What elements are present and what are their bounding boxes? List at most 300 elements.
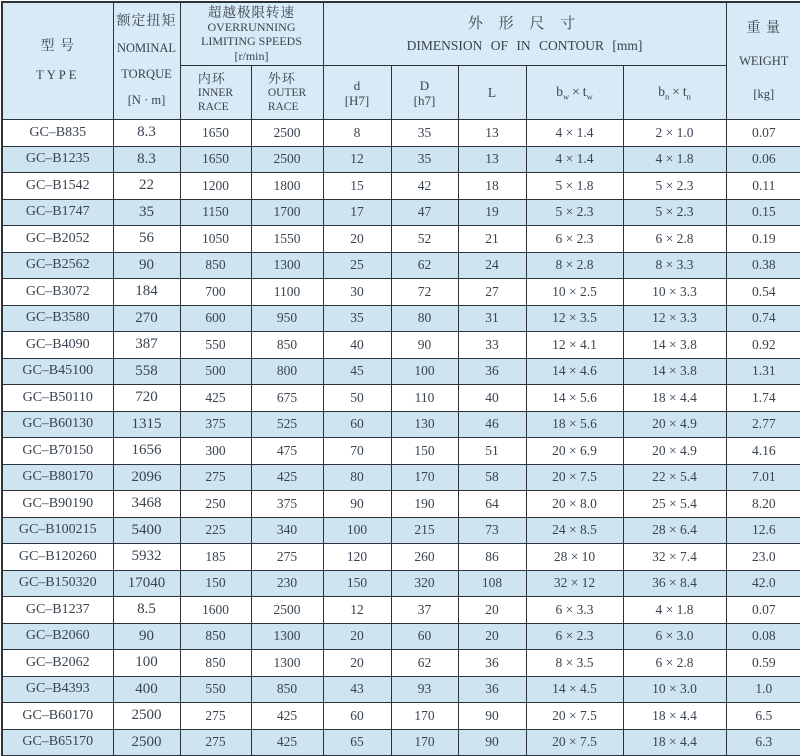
cell-type: GC–B1747 xyxy=(2,199,113,226)
cell-length-l: 90 xyxy=(458,729,526,756)
cell-bore-d: 20 xyxy=(323,623,391,650)
cell-inner-race-speed: 275 xyxy=(180,729,251,756)
cell-keyway-bn-tn: 32 × 7.4 xyxy=(623,544,726,571)
cell-length-l: 46 xyxy=(458,411,526,438)
cell-outer-race-speed: 425 xyxy=(251,703,323,730)
cell-inner-race-speed: 185 xyxy=(180,544,251,571)
cell-torque: 400 xyxy=(113,676,180,703)
bore-d-symbol: d xyxy=(353,77,361,93)
cell-torque: 1315 xyxy=(113,411,180,438)
cell-outer-race-speed: 425 xyxy=(251,729,323,756)
cell-outer-race-speed: 1300 xyxy=(251,252,323,279)
cell-bore-d: 35 xyxy=(323,305,391,332)
cell-type: GC–B3580 xyxy=(2,305,113,332)
col-header-keyway-bn-tn xyxy=(623,66,726,120)
cell-outer-diameter: 170 xyxy=(391,464,458,491)
cell-outer-diameter: 47 xyxy=(391,199,458,226)
cell-bore-d: 12 xyxy=(323,146,391,173)
table-row xyxy=(2,703,800,730)
cell-length-l: 108 xyxy=(458,570,526,597)
table-row xyxy=(2,491,800,518)
cell-inner-race-speed: 550 xyxy=(180,332,251,359)
table-row xyxy=(2,252,800,279)
cell-weight: 0.19 xyxy=(726,226,800,253)
table-row xyxy=(2,650,800,677)
cell-keyway-bw-tw: 20 × 7.5 xyxy=(526,729,623,756)
cell-weight: 6.3 xyxy=(726,729,800,756)
cell-bore-d: 50 xyxy=(323,385,391,412)
cell-length-l: 24 xyxy=(458,252,526,279)
cell-outer-race-speed: 2500 xyxy=(251,146,323,173)
cell-torque: 387 xyxy=(113,332,180,359)
table-row xyxy=(2,570,800,597)
cell-bore-d: 30 xyxy=(323,279,391,306)
cell-type: GC–B2060 xyxy=(2,623,113,650)
col-header-outer-race xyxy=(251,66,323,120)
cell-inner-race-speed: 550 xyxy=(180,676,251,703)
cell-length-l: 18 xyxy=(458,173,526,200)
cell-length-l: 20 xyxy=(458,623,526,650)
cell-bore-d: 65 xyxy=(323,729,391,756)
cell-outer-race-speed: 1300 xyxy=(251,650,323,677)
cell-outer-race-speed: 675 xyxy=(251,385,323,412)
cell-weight: 7.01 xyxy=(726,464,800,491)
cell-outer-diameter: 100 xyxy=(391,358,458,385)
cell-keyway-bn-tn: 25 × 5.4 xyxy=(623,491,726,518)
cell-type: GC–B65170 xyxy=(2,729,113,756)
cell-keyway-bw-tw: 12 × 4.1 xyxy=(526,332,623,359)
cell-outer-diameter: 52 xyxy=(391,226,458,253)
cell-outer-race-speed: 850 xyxy=(251,676,323,703)
dimension-label-en: DIMENSION OF IN CONTOUR [mm] xyxy=(406,37,643,53)
cell-outer-race-speed: 1700 xyxy=(251,199,323,226)
weight-unit: [kg] xyxy=(753,86,775,101)
cell-type: GC–B2062 xyxy=(2,650,113,677)
inner-race-label-zh: 内环 xyxy=(197,70,226,86)
cell-inner-race-speed: 275 xyxy=(180,464,251,491)
cell-inner-race-speed: 700 xyxy=(180,279,251,306)
cell-outer-race-speed: 2500 xyxy=(251,120,323,147)
cell-keyway-bn-tn: 14 × 3.8 xyxy=(623,332,726,359)
cell-torque: 100 xyxy=(113,650,180,677)
cell-length-l: 19 xyxy=(458,199,526,226)
cell-length-l: 21 xyxy=(458,226,526,253)
col-header-overrunning-speeds xyxy=(180,2,323,66)
bore-d-tolerance: [H7] xyxy=(344,92,370,108)
spec-table xyxy=(1,1,800,756)
cell-type: GC–B45100 xyxy=(2,358,113,385)
cell-type: GC–B60170 xyxy=(2,703,113,730)
cell-outer-diameter: 93 xyxy=(391,676,458,703)
cell-keyway-bw-tw: 14 × 5.6 xyxy=(526,385,623,412)
cell-torque: 2500 xyxy=(113,729,180,756)
table-row xyxy=(2,305,800,332)
outer-diameter-tolerance: [h7] xyxy=(413,92,436,108)
cell-weight: 0.92 xyxy=(726,332,800,359)
table-body xyxy=(2,120,800,756)
cell-keyway-bn-tn: 28 × 6.4 xyxy=(623,517,726,544)
cell-keyway-bw-tw: 14 × 4.5 xyxy=(526,676,623,703)
cell-keyway-bw-tw: 8 × 3.5 xyxy=(526,650,623,677)
cell-inner-race-speed: 250 xyxy=(180,491,251,518)
cell-type: GC–B2562 xyxy=(2,252,113,279)
table-row xyxy=(2,199,800,226)
cell-bore-d: 60 xyxy=(323,703,391,730)
torque-unit: [N · m] xyxy=(127,93,166,107)
cell-keyway-bn-tn: 22 × 5.4 xyxy=(623,464,726,491)
cell-outer-diameter: 62 xyxy=(391,650,458,677)
cell-keyway-bn-tn: 5 × 2.3 xyxy=(623,173,726,200)
cell-torque: 3468 xyxy=(113,491,180,518)
cell-torque: 270 xyxy=(113,305,180,332)
cell-torque: 90 xyxy=(113,623,180,650)
cell-type: GC–B835 xyxy=(2,120,113,147)
cell-outer-diameter: 170 xyxy=(391,703,458,730)
col-header-outer-diameter xyxy=(391,66,458,120)
cell-outer-diameter: 130 xyxy=(391,411,458,438)
cell-torque: 5932 xyxy=(113,544,180,571)
cell-length-l: 73 xyxy=(458,517,526,544)
cell-length-l: 31 xyxy=(458,305,526,332)
cell-length-l: 64 xyxy=(458,491,526,518)
cell-type: GC–B4393 xyxy=(2,676,113,703)
cell-length-l: 36 xyxy=(458,676,526,703)
cell-type: GC–B80170 xyxy=(2,464,113,491)
cell-type: GC–B4090 xyxy=(2,332,113,359)
table-row xyxy=(2,385,800,412)
cell-length-l: 58 xyxy=(458,464,526,491)
col-header-inner-race xyxy=(180,66,251,120)
cell-bore-d: 100 xyxy=(323,517,391,544)
cell-type: GC–B1235 xyxy=(2,146,113,173)
cell-length-l: 86 xyxy=(458,544,526,571)
cell-inner-race-speed: 1650 xyxy=(180,120,251,147)
cell-outer-race-speed: 340 xyxy=(251,517,323,544)
cell-keyway-bw-tw: 24 × 8.5 xyxy=(526,517,623,544)
torque-label-zh: 额定扭矩 xyxy=(116,14,177,29)
cell-length-l: 51 xyxy=(458,438,526,465)
cell-outer-diameter: 110 xyxy=(391,385,458,412)
cell-outer-diameter: 215 xyxy=(391,517,458,544)
cell-type: GC–B1542 xyxy=(2,173,113,200)
cell-torque: 56 xyxy=(113,226,180,253)
cell-outer-race-speed: 800 xyxy=(251,358,323,385)
table-row xyxy=(2,438,800,465)
cell-outer-race-speed: 1800 xyxy=(251,173,323,200)
cell-keyway-bw-tw: 28 × 10 xyxy=(526,544,623,571)
cell-weight: 0.54 xyxy=(726,279,800,306)
cell-torque: 8.3 xyxy=(113,120,180,147)
cell-weight: 0.06 xyxy=(726,146,800,173)
cell-weight: 0.11 xyxy=(726,173,800,200)
cell-keyway-bn-tn: 6 × 2.8 xyxy=(623,226,726,253)
cell-outer-diameter: 62 xyxy=(391,252,458,279)
cell-inner-race-speed: 600 xyxy=(180,305,251,332)
cell-torque: 17040 xyxy=(113,570,180,597)
cell-inner-race-speed: 1150 xyxy=(180,199,251,226)
cell-outer-race-speed: 375 xyxy=(251,491,323,518)
cell-outer-race-speed: 525 xyxy=(251,411,323,438)
col-header-keyway-bw-tw xyxy=(526,66,623,120)
cell-keyway-bn-tn: 2 × 1.0 xyxy=(623,120,726,147)
cell-bore-d: 120 xyxy=(323,544,391,571)
cell-torque: 720 xyxy=(113,385,180,412)
bw-symbol: $b_w \times t_w$ xyxy=(556,84,593,102)
cell-type: GC–B150320 xyxy=(2,570,113,597)
inner-race-label-en-2: RACE xyxy=(197,100,229,113)
cell-torque: 8.5 xyxy=(113,597,180,624)
cell-keyway-bn-tn: 6 × 2.8 xyxy=(623,650,726,677)
type-label-en: TYPE xyxy=(36,68,80,82)
cell-torque: 90 xyxy=(113,252,180,279)
cell-weight: 42.0 xyxy=(726,570,800,597)
inner-race-label-en-1: INNER xyxy=(197,86,234,99)
cell-keyway-bw-tw: 32 × 12 xyxy=(526,570,623,597)
cell-weight: 0.59 xyxy=(726,650,800,677)
cell-weight: 0.08 xyxy=(726,623,800,650)
speeds-label-en-2: LIMITING SPEEDS xyxy=(201,34,302,49)
cell-keyway-bw-tw: 10 × 2.5 xyxy=(526,279,623,306)
cell-keyway-bw-tw: 5 × 1.8 xyxy=(526,173,623,200)
col-header-nominal-torque xyxy=(113,2,180,120)
cell-bore-d: 60 xyxy=(323,411,391,438)
cell-inner-race-speed: 850 xyxy=(180,650,251,677)
outer-race-label-en-2: RACE xyxy=(267,100,299,113)
cell-torque: 558 xyxy=(113,358,180,385)
cell-inner-race-speed: 425 xyxy=(180,385,251,412)
cell-weight: 6.5 xyxy=(726,703,800,730)
cell-inner-race-speed: 1200 xyxy=(180,173,251,200)
cell-keyway-bw-tw: 12 × 3.5 xyxy=(526,305,623,332)
cell-bore-d: 80 xyxy=(323,464,391,491)
cell-outer-diameter: 80 xyxy=(391,305,458,332)
cell-inner-race-speed: 1600 xyxy=(180,597,251,624)
table-row xyxy=(2,676,800,703)
cell-outer-diameter: 35 xyxy=(391,120,458,147)
cell-type: GC–B120260 xyxy=(2,544,113,571)
cell-inner-race-speed: 500 xyxy=(180,358,251,385)
table-row xyxy=(2,226,800,253)
cell-length-l: 36 xyxy=(458,650,526,677)
cell-keyway-bw-tw: 20 × 7.5 xyxy=(526,464,623,491)
cell-type: GC–B50110 xyxy=(2,385,113,412)
cell-keyway-bn-tn: 20 × 4.9 xyxy=(623,438,726,465)
cell-bore-d: 150 xyxy=(323,570,391,597)
table-row xyxy=(2,623,800,650)
table-row xyxy=(2,332,800,359)
cell-bore-d: 20 xyxy=(323,650,391,677)
cell-weight: 8.20 xyxy=(726,491,800,518)
table-row xyxy=(2,173,800,200)
cell-bore-d: 90 xyxy=(323,491,391,518)
cell-keyway-bw-tw: 18 × 5.6 xyxy=(526,411,623,438)
cell-weight: 23.0 xyxy=(726,544,800,571)
cell-length-l: 40 xyxy=(458,385,526,412)
cell-inner-race-speed: 150 xyxy=(180,570,251,597)
cell-keyway-bw-tw: 6 × 3.3 xyxy=(526,597,623,624)
cell-bore-d: 8 xyxy=(323,120,391,147)
cell-inner-race-speed: 225 xyxy=(180,517,251,544)
cell-type: GC–B60130 xyxy=(2,411,113,438)
speeds-label-zh: 超越极限转速 xyxy=(208,4,295,20)
cell-type: GC–B70150 xyxy=(2,438,113,465)
cell-keyway-bw-tw: 6 × 2.3 xyxy=(526,226,623,253)
cell-bore-d: 40 xyxy=(323,332,391,359)
weight-label-zh: 重 量 xyxy=(746,20,782,36)
cell-outer-race-speed: 1550 xyxy=(251,226,323,253)
cell-keyway-bw-tw: 8 × 2.8 xyxy=(526,252,623,279)
cell-torque: 8.3 xyxy=(113,146,180,173)
cell-type: GC–B1237 xyxy=(2,597,113,624)
cell-keyway-bw-tw: 20 × 7.5 xyxy=(526,703,623,730)
cell-weight: 1.31 xyxy=(726,358,800,385)
cell-inner-race-speed: 850 xyxy=(180,252,251,279)
cell-torque: 22 xyxy=(113,173,180,200)
speeds-unit: [r/min] xyxy=(234,48,269,63)
outer-diameter-symbol: D xyxy=(419,77,430,93)
cell-outer-diameter: 35 xyxy=(391,146,458,173)
table-row xyxy=(2,729,800,756)
cell-keyway-bw-tw: 20 × 6.9 xyxy=(526,438,623,465)
bn-symbol: $b_n \times t_n$ xyxy=(658,84,691,102)
cell-bore-d: 43 xyxy=(323,676,391,703)
cell-length-l: 13 xyxy=(458,146,526,173)
cell-keyway-bn-tn: 14 × 3.8 xyxy=(623,358,726,385)
cell-weight: 0.15 xyxy=(726,199,800,226)
cell-length-l: 20 xyxy=(458,597,526,624)
cell-bore-d: 12 xyxy=(323,597,391,624)
type-label-zh: 型 号 xyxy=(40,39,75,54)
weight-label-en: WEIGHT xyxy=(739,54,789,68)
cell-keyway-bw-tw: 6 × 2.3 xyxy=(526,623,623,650)
cell-keyway-bn-tn: 36 × 8.4 xyxy=(623,570,726,597)
cell-type: GC–B90190 xyxy=(2,491,113,518)
cell-outer-race-speed: 2500 xyxy=(251,597,323,624)
cell-keyway-bw-tw: 20 × 8.0 xyxy=(526,491,623,518)
cell-weight: 0.07 xyxy=(726,597,800,624)
table-header xyxy=(2,2,800,120)
cell-weight: 0.38 xyxy=(726,252,800,279)
cell-weight: 1.0 xyxy=(726,676,800,703)
cell-outer-diameter: 42 xyxy=(391,173,458,200)
table-row xyxy=(2,411,800,438)
table-row xyxy=(2,120,800,147)
cell-outer-diameter: 260 xyxy=(391,544,458,571)
table-row xyxy=(2,597,800,624)
cell-keyway-bn-tn: 12 × 3.3 xyxy=(623,305,726,332)
cell-type: GC–B3072 xyxy=(2,279,113,306)
dimension-label-zh: 外 形 尺 寸 xyxy=(467,15,582,32)
outer-race-label-zh: 外环 xyxy=(267,70,296,86)
col-header-bore-d xyxy=(323,66,391,120)
cell-inner-race-speed: 1050 xyxy=(180,226,251,253)
cell-outer-race-speed: 425 xyxy=(251,464,323,491)
table-row xyxy=(2,146,800,173)
length-symbol: L xyxy=(487,84,497,100)
cell-weight: 2.77 xyxy=(726,411,800,438)
cell-keyway-bw-tw: 5 × 2.3 xyxy=(526,199,623,226)
col-header-length xyxy=(458,66,526,120)
cell-weight: 0.07 xyxy=(726,120,800,147)
cell-inner-race-speed: 1650 xyxy=(180,146,251,173)
cell-weight: 4.16 xyxy=(726,438,800,465)
cell-outer-race-speed: 1300 xyxy=(251,623,323,650)
cell-keyway-bn-tn: 6 × 3.0 xyxy=(623,623,726,650)
cell-outer-diameter: 37 xyxy=(391,597,458,624)
header-row-top xyxy=(2,2,800,66)
cell-bore-d: 15 xyxy=(323,173,391,200)
cell-keyway-bw-tw: 14 × 4.6 xyxy=(526,358,623,385)
cell-bore-d: 70 xyxy=(323,438,391,465)
cell-weight: 1.74 xyxy=(726,385,800,412)
cell-type: GC–B2052 xyxy=(2,226,113,253)
cell-keyway-bw-tw: 4 × 1.4 xyxy=(526,120,623,147)
speeds-label-en-1: OVERRUNNING xyxy=(207,19,296,34)
cell-outer-race-speed: 850 xyxy=(251,332,323,359)
cell-length-l: 13 xyxy=(458,120,526,147)
cell-type: GC–B100215 xyxy=(2,517,113,544)
cell-torque: 184 xyxy=(113,279,180,306)
cell-torque: 2096 xyxy=(113,464,180,491)
cell-torque: 35 xyxy=(113,199,180,226)
cell-outer-race-speed: 950 xyxy=(251,305,323,332)
cell-torque: 2500 xyxy=(113,703,180,730)
cell-keyway-bn-tn: 18 × 4.4 xyxy=(623,729,726,756)
cell-keyway-bn-tn: 18 × 4.4 xyxy=(623,703,726,730)
cell-bore-d: 45 xyxy=(323,358,391,385)
cell-weight: 12.6 xyxy=(726,517,800,544)
table-row xyxy=(2,358,800,385)
table-row xyxy=(2,464,800,491)
cell-keyway-bn-tn: 18 × 4.4 xyxy=(623,385,726,412)
cell-bore-d: 20 xyxy=(323,226,391,253)
cell-keyway-bn-tn: 20 × 4.9 xyxy=(623,411,726,438)
col-header-weight xyxy=(726,2,800,120)
cell-torque: 5400 xyxy=(113,517,180,544)
cell-bore-d: 17 xyxy=(323,199,391,226)
cell-keyway-bn-tn: 4 × 1.8 xyxy=(623,597,726,624)
col-header-dimension xyxy=(323,2,726,66)
cell-keyway-bn-tn: 4 × 1.8 xyxy=(623,146,726,173)
cell-outer-diameter: 170 xyxy=(391,729,458,756)
cell-outer-diameter: 60 xyxy=(391,623,458,650)
cell-weight: 0.74 xyxy=(726,305,800,332)
cell-keyway-bn-tn: 10 × 3.0 xyxy=(623,676,726,703)
cell-length-l: 27 xyxy=(458,279,526,306)
cell-inner-race-speed: 375 xyxy=(180,411,251,438)
torque-label-en-2: TORQUE xyxy=(121,67,172,81)
col-header-type xyxy=(2,2,113,120)
cell-length-l: 33 xyxy=(458,332,526,359)
cell-outer-race-speed: 275 xyxy=(251,544,323,571)
cell-length-l: 36 xyxy=(458,358,526,385)
outer-race-label-en-1: OUTER xyxy=(267,86,307,99)
cell-outer-race-speed: 1100 xyxy=(251,279,323,306)
table-row xyxy=(2,517,800,544)
cell-inner-race-speed: 275 xyxy=(180,703,251,730)
cell-outer-diameter: 320 xyxy=(391,570,458,597)
cell-keyway-bn-tn: 10 × 3.3 xyxy=(623,279,726,306)
cell-outer-diameter: 72 xyxy=(391,279,458,306)
table-row xyxy=(2,279,800,306)
torque-label-en-1: NOMINAL xyxy=(116,41,177,55)
table-row xyxy=(2,544,800,571)
cell-outer-diameter: 150 xyxy=(391,438,458,465)
cell-inner-race-speed: 300 xyxy=(180,438,251,465)
cell-inner-race-speed: 850 xyxy=(180,623,251,650)
cell-torque: 1656 xyxy=(113,438,180,465)
cell-keyway-bn-tn: 8 × 3.3 xyxy=(623,252,726,279)
